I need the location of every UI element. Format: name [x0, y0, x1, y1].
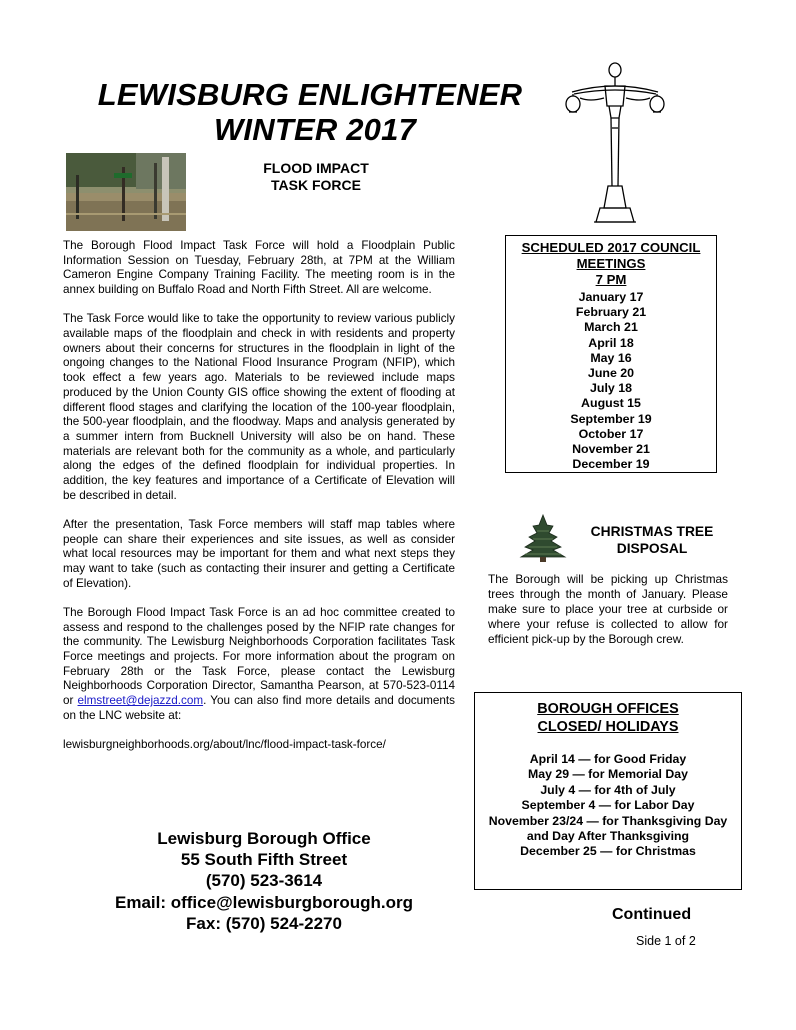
meeting-date: August 15	[581, 396, 641, 411]
meeting-date: December 19	[572, 457, 650, 472]
flood-heading-line2: TASK FORCE	[271, 177, 361, 193]
holiday-item: November 23/24 — for Thanksgiving Day	[488, 813, 728, 828]
tree-heading-line1: CHRISTMAS TREE	[590, 524, 714, 539]
holidays-heading-line1: BOROUGH OFFICES	[537, 701, 679, 717]
meeting-date: April 18	[588, 335, 634, 350]
meeting-date: November 21	[572, 442, 650, 457]
flood-article	[63, 239, 455, 767]
tree-disposal-text: The Borough will be picking up Christmas trees through the month of January. Please make sure to place your tree at curbside or where your refuse is collected to allow for efficient pick-up by the Borough crew.	[488, 572, 728, 646]
holiday-item: July 4 — for 4th of July	[540, 782, 676, 797]
continued-label: Continued	[612, 906, 692, 923]
flood-paragraph-3: After the presentation, Task Force members will staff map tables where people can share their experiences and site issues, as well as consider what local resources may be important for them and what next steps they may want to take (such as contacting their insurer and getting a Certificate of Elevation).	[63, 517, 455, 590]
meeting-dates-list	[506, 290, 716, 472]
holiday-item: May 29 — for Memorial Day	[528, 767, 688, 782]
flood-heading-line1: FLOOD IMPACT	[263, 160, 369, 176]
council-meetings-box	[505, 235, 717, 473]
meeting-date: March 21	[584, 320, 638, 335]
office-fax: Fax: (570) 524-2270	[186, 913, 342, 933]
newsletter-title: LEWISBURG ENLIGHTENER	[97, 77, 523, 112]
meeting-date: February 21	[575, 305, 647, 320]
borough-office-contact	[60, 828, 468, 934]
flood-paragraph-4	[63, 606, 455, 724]
flood-paragraph-1: The Borough Flood Impact Task Force will hold a Floodplain Public Information Session on Tuesday, February 28th, at 7PM at the William Cameron Engine Company Training Facility. The meeting room is in the annex building on Buffalo Road and North Fifth Street. All are welcome.	[63, 239, 455, 297]
office-address: 55 South Fifth Street	[180, 850, 348, 870]
meeting-date: May 16	[590, 350, 632, 365]
holiday-item: December 25 — for Christmas	[520, 844, 696, 859]
tree-heading-line2: DISPOSAL	[616, 541, 688, 556]
flood-photo-icon	[66, 153, 186, 231]
contact-email-link[interactable]: elmstreet@dejazzd.com	[77, 694, 204, 708]
flood-paragraph-4-end: . You can also find more details and documents on the LNC website at:	[63, 694, 455, 722]
holiday-item: September 4 — for Labor Day	[521, 798, 695, 813]
page-side-label: Side 1 of 2	[636, 934, 696, 948]
street-lamp-icon	[560, 58, 670, 228]
meeting-date: January 17	[578, 290, 644, 304]
lnc-website-url: lewisburgneighborhoods.org/about/lnc/flood-impact-task-force/	[63, 738, 386, 752]
holidays-heading-line2: CLOSED/ HOLIDAYS	[537, 718, 679, 735]
holidays-list	[475, 752, 741, 860]
holidays-box	[474, 692, 742, 890]
meeting-date: September 19	[570, 411, 652, 426]
office-name: Lewisburg Borough Office	[157, 829, 371, 848]
meeting-date: October 17	[578, 426, 644, 441]
office-phone: (570) 523-3614	[205, 871, 323, 891]
meetings-heading-line3: 7 PM	[595, 272, 627, 287]
meetings-heading-line2: MEETINGS	[576, 256, 646, 271]
flood-paragraph-4-text: The Borough Flood Impact Task Force is an ad hoc committee created to assess and respond to the challenges posed by the NFIP rate changes for the community. The Lewisburg Neighborhoods Corporation facilitates Task Force meetings and projects. For more information about the program on February 28th or the Task Force, please contact the Lewisburg Neighborhoods Corporation Director, Samantha Pearson, at 570-523-0114 or	[63, 605, 455, 708]
flood-paragraph-2: The Task Force would like to take the opportunity to review various publicly available maps of the floodplain and check in with residents and property owners about their concerns for structures in the floodplain in light of the ongoing changes to the National Flood Insurance Program (NFIP), which took effect a few years ago. Materials to be reviewed include maps produced by the Union County GIS office showing the extent of flooding at different flood stages and clarifying the location of the 100-year floodplain, the 500-year floodplain, and the floodway. Maps and analysis generated by a summer intern from Bucknell University will also be on hand. These materials are relevant both for the community as a whole, and particularly along the edges of the defined floodplain for individual properties. In addition, the key features and importance of a Certificate of Elevation will be described in detail.	[63, 312, 455, 502]
meeting-date: June 20	[587, 366, 635, 381]
holiday-item: April 14 — for Good Friday	[529, 752, 687, 766]
holiday-item: and Day After Thanksgiving	[526, 829, 690, 844]
meetings-heading-line1: SCHEDULED 2017 COUNCIL	[521, 240, 701, 255]
christmas-tree-icon	[517, 513, 569, 563]
meeting-date: July 18	[589, 381, 633, 396]
newsletter-season: WINTER 2017	[213, 112, 417, 147]
office-email: Email: office@lewisburgborough.org	[114, 892, 414, 912]
